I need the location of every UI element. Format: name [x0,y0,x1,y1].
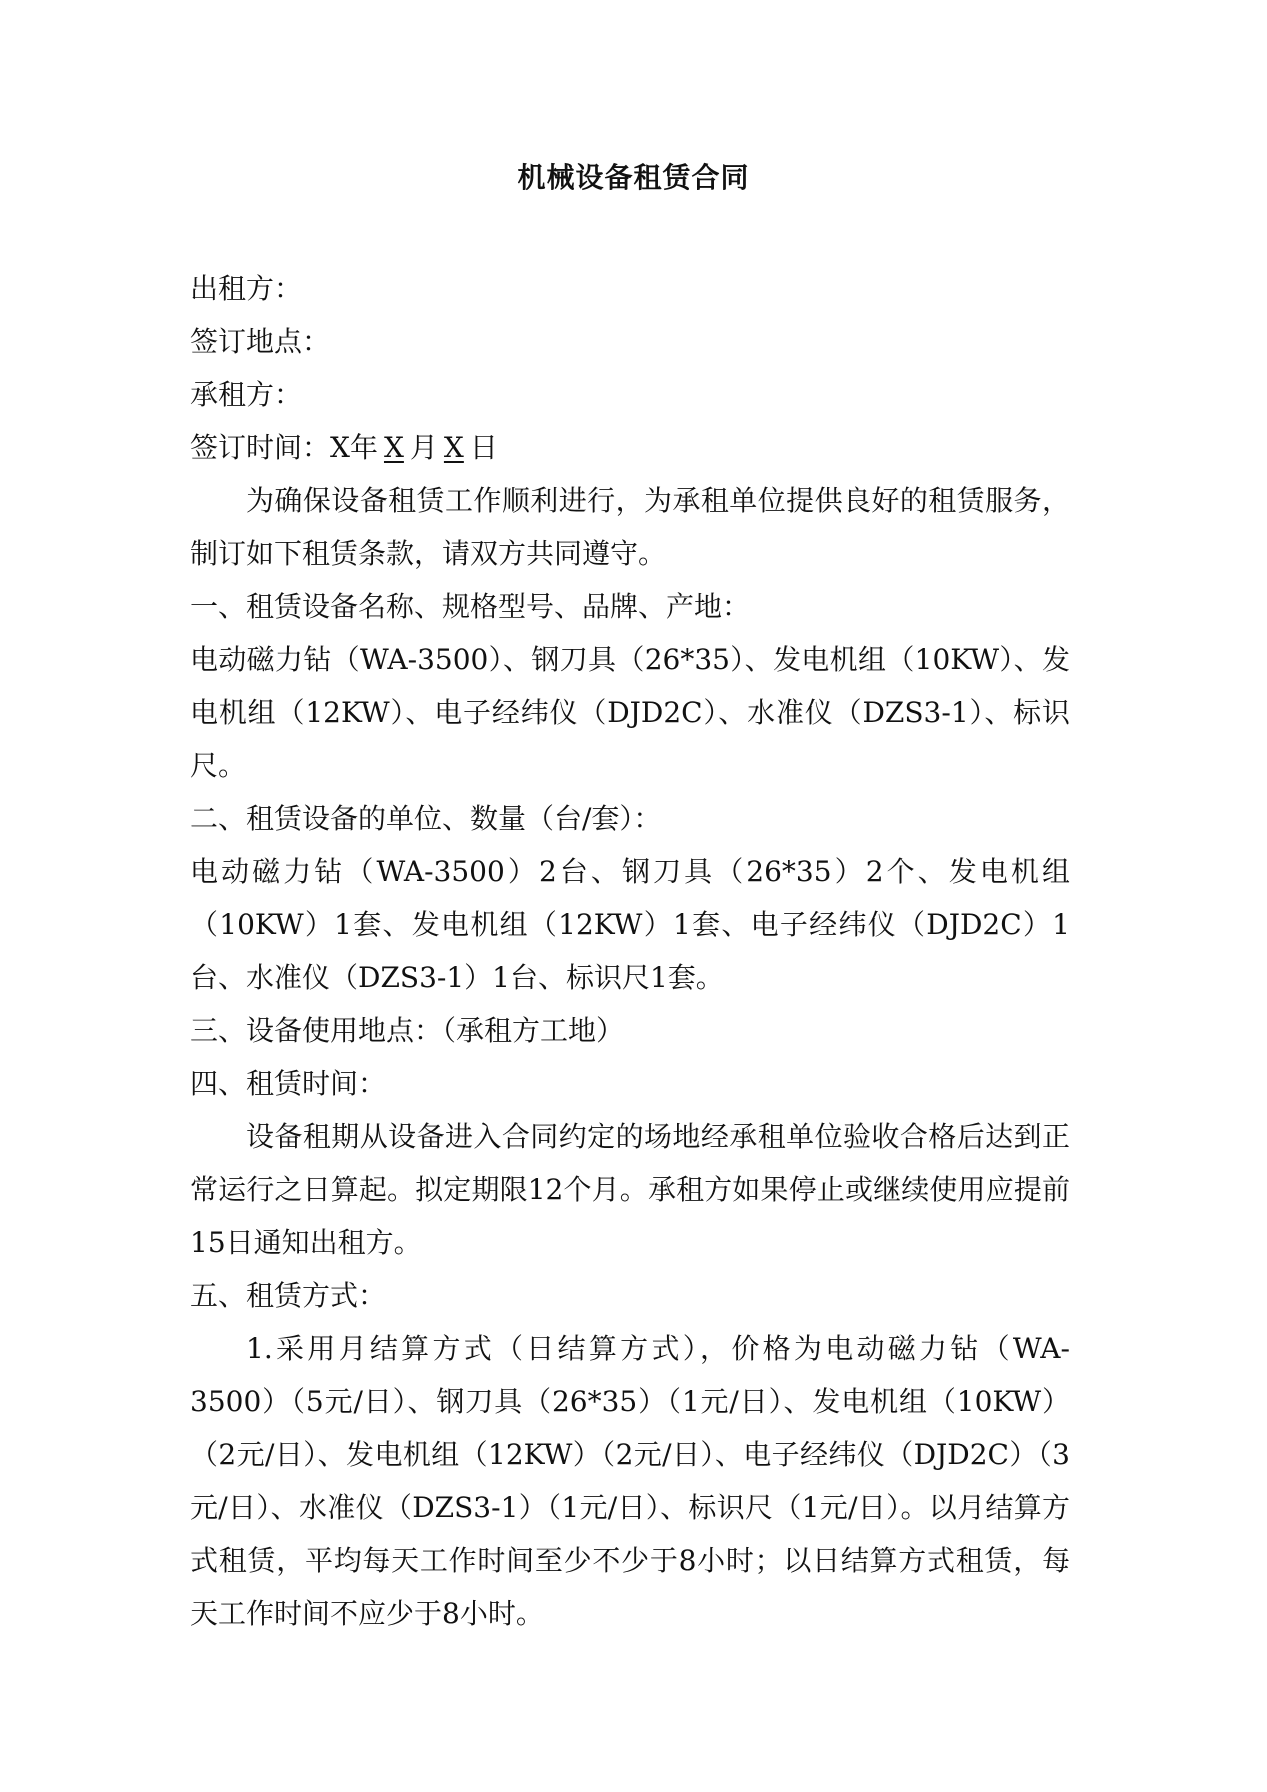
section-2-heading: 二、租赁设备的单位、数量（台/套）： [190,802,662,835]
date-year-unit: 年 [349,431,378,464]
signing-place-line: 签订地点： [190,325,331,358]
date-month-value: X [383,431,404,464]
lessor-line: 出租方： [190,272,303,305]
section-1-body: 电动磁力钻（WA-3500）、钢刀具（26*35）、发电机组（10KW）、发电机组（12KW）、电子经纬仪（DJD2C）、水准仪（DZS3-1）、标识尺。 [190,643,1070,782]
date-day-unit: 日 [469,431,498,464]
section-4-body: 设备租期从设备进入合同约定的场地经承租单位验收合格后达到正常运行之日算起。拟定期限12个月。承租方如果停止或继续使用应提前15日通知出租方。 [190,1120,1070,1259]
document-body [190,262,1070,1640]
date-label: 签订时间： [190,431,331,464]
document-title: 机械设备租赁合同 [517,161,750,194]
section-5-heading: 五、租赁方式： [190,1279,387,1312]
intro-paragraph: 为确保设备租赁工作顺利进行，为承租单位提供良好的租赁服务，制订如下租赁条款，请双方共同遵守。 [190,484,1070,570]
section-1-heading: 一、租赁设备名称、规格型号、品牌、产地： [190,590,751,623]
signing-date-line [190,421,1070,474]
date-month-unit: 月 [409,431,438,464]
section-2-body: 电动磁力钻（WA-3500）2台、钢刀具（26*35）2个、发电机组（10KW）1套、发电机组（12KW）1套、电子经纬仪（DJD2C）1台、水准仪（DZS3-1）1台、标识尺1套。 [190,855,1070,994]
section-5-body: 1.采用月结算方式（日结算方式），价格为电动磁力钻（WA-3500）（5元/日）、钢刀具（26*35）（1元/日）、发电机组（10KW）（2元/日）、发电机组（12KW）（2元/日）、电子经纬仪（DJD2C）（3元/日）、水准仪（DZS3-1）（1元/日）、标识尺（1元/日）。以月结算方式租赁，平均每天工作时间至少不少于8小时；以日结算方式租赁，每天工作时间不应少于8小时。 [190,1332,1070,1630]
lessee-line: 承租方： [190,378,303,411]
section-4-heading: 四、租赁时间： [190,1067,387,1100]
date-day-value: X [443,431,464,464]
date-year-value: X [330,431,350,464]
section-3-heading: 三、设备使用地点：（承租方工地） [190,1014,625,1047]
